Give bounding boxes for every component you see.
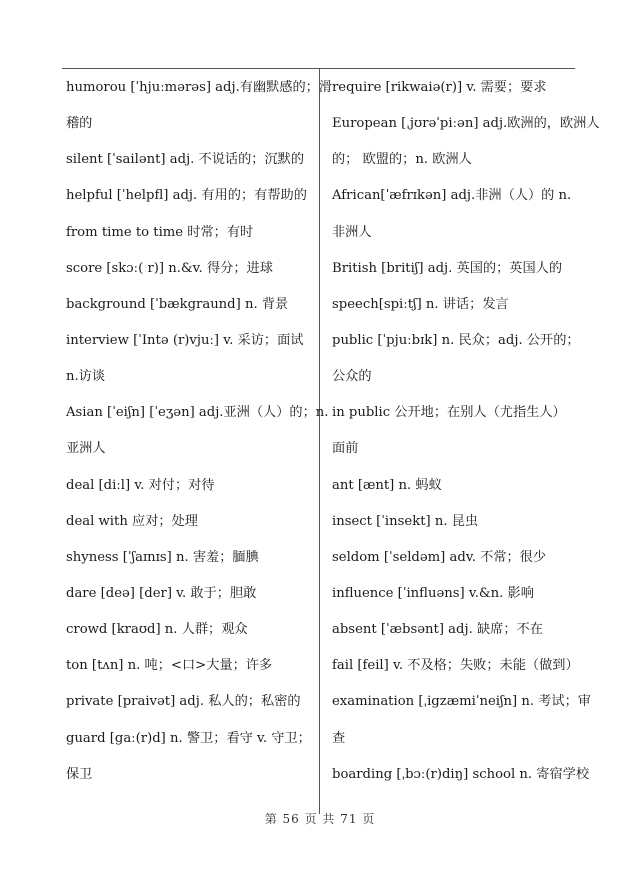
vocab-line: 亚洲人	[66, 441, 106, 457]
vocab-line: fail [feil] v. 不及格；失败；未能（做到）	[332, 658, 579, 674]
vocab-line: silent [ˈsailənt] adj. 不说话的；沉默的	[66, 152, 305, 168]
vocab-line: speech[spiːtʃ] n. 讲话；发言	[332, 296, 509, 312]
vocab-line: examination [ˌigzæmiˈneiʃn] n. 考试；审	[332, 694, 591, 710]
vocab-line: 公众的	[332, 369, 372, 385]
vocab-line: African[ˈæfrɪkən] adj.非洲（人）的 n.	[332, 188, 572, 204]
vocab-line: 非洲人	[332, 224, 372, 240]
vocab-line: boarding [ˌbɔː(r)diŋ] school n. 寄宿学校	[332, 766, 590, 782]
vocab-line: require [rikwaiə(r)] v. 需要；要求	[332, 80, 547, 95]
vocab-line: private [praivət] adj. 私人的；私密的	[66, 694, 301, 710]
right-column	[332, 70, 600, 793]
vocab-line: seldom [ˈseldəm] adv. 不常；很少	[332, 549, 547, 565]
vocab-line: crowd [kraʊd] n. 人群；观众	[66, 622, 248, 638]
vocab-line: score [skɔː( r)] n.&v. 得分；进球	[66, 260, 273, 276]
vocab-line: European [ˌjʊrəˈpiːən] adj.欧洲的，欧洲人	[332, 116, 600, 132]
vocab-line: 的； 欧盟的；n. 欧洲人	[332, 152, 472, 168]
vocab-line: 保卫	[66, 766, 93, 782]
vocab-line: 稽的	[66, 116, 93, 132]
page-footer: 第 56 页 共 71 页	[264, 812, 376, 826]
vocab-line: Asian [ˈeiʃn] [ˈeʒən] adj.亚洲（人）的；n.	[66, 405, 329, 421]
vocab-line: n.访谈	[66, 369, 106, 385]
vocab-line: helpful [ˈhelpfl] adj. 有用的；有帮助的	[66, 188, 307, 204]
vocab-line: background [ˈbækgraund] n. 背景	[66, 296, 289, 312]
vocab-line: British [britiʃ] adj. 英国的；英国人的	[332, 260, 563, 276]
vocab-line: deal with 应对；处理	[66, 513, 198, 529]
vocab-line: interview [ˈIntə (r)vjuː] v. 采访；面试	[66, 332, 304, 348]
vocab-line: public [ˈpjuːbɪk] n. 民众；adj. 公开的；	[332, 332, 580, 348]
vocab-line: influence [ˈinfluəns] v.&n. 影响	[332, 585, 534, 601]
vocab-line: insect [ˈinsekt] n. 昆虫	[332, 513, 479, 529]
vocab-line: ton [tʌn] n. 吨；<口>大量；许多	[66, 658, 273, 674]
vocab-line: shyness [ˈʃaɪnɪs] n. 害羞；腼腆	[66, 549, 259, 565]
vocab-line: in public 公开地；在别人（尤指生人）	[332, 405, 566, 421]
left-column	[66, 70, 333, 793]
vocab-line: deal [diːl] v. 对付；对待	[66, 477, 215, 493]
vocab-line: dare [deə] [der] v. 敢于；胆敢	[66, 585, 257, 601]
vocab-line: humorou [ˈhjuːmərəs] adj.有幽默感的；滑	[66, 80, 333, 95]
vocab-line: guard [gaː(r)d] n. 警卫；看守 v. 守卫；	[66, 730, 311, 746]
vocab-line: 面前	[332, 441, 359, 457]
column-divider	[319, 68, 320, 814]
vocab-line: 查	[332, 730, 346, 746]
vocab-line: from time to time 时常；有时	[66, 224, 254, 240]
vocab-line: absent [ˈæbsənt] adj. 缺席；不在	[332, 622, 543, 638]
vocab-line: ant [ænt] n. 蚂蚁	[332, 477, 442, 493]
